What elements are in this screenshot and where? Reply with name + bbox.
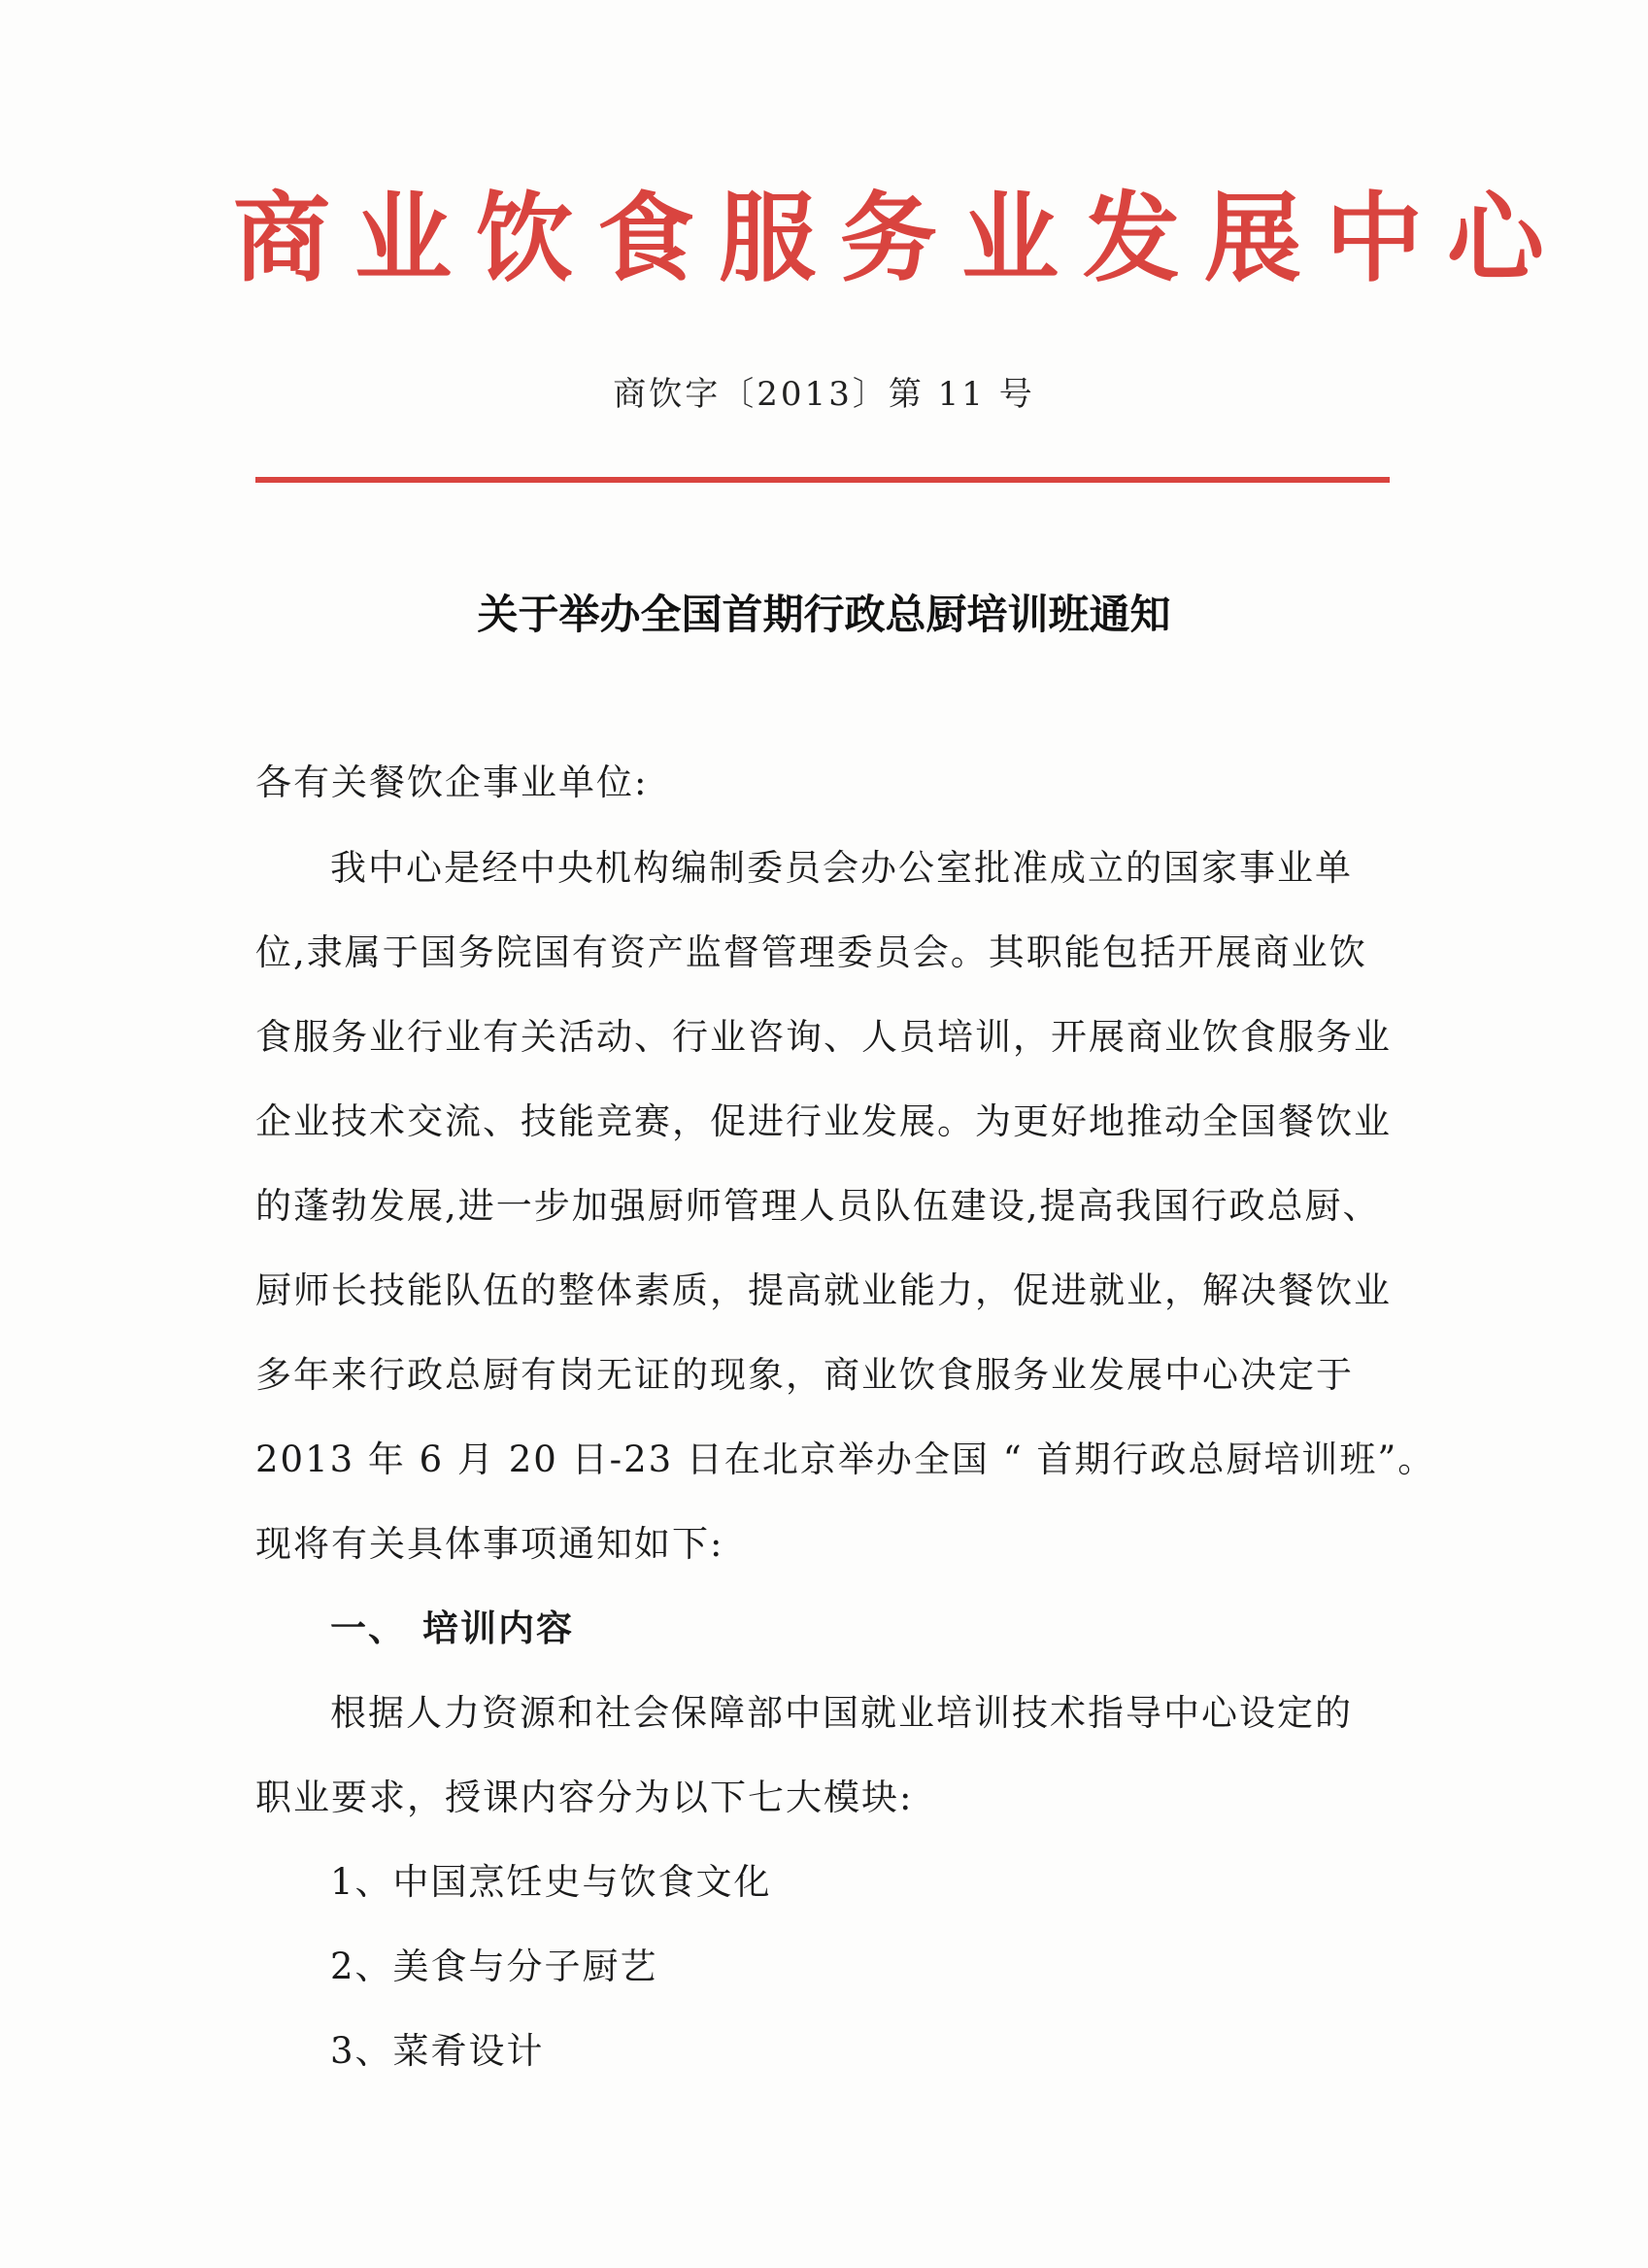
- paragraph-line: 食服务业行业有关活动、行业咨询、人员培训，开展商业饮食服务业: [255, 1016, 1392, 1058]
- letterhead-divider: [255, 477, 1390, 483]
- letterhead-organization: 商业饮食服务业发展中心: [233, 181, 1568, 295]
- notice-title: 关于举办全国首期行政总厨培训班通知: [477, 591, 1171, 638]
- module-item: 3、菜肴设计: [330, 2030, 545, 2072]
- module-item: 1、中国烹饪史与饮食文化: [330, 1861, 772, 1903]
- document-number: 商饮字〔2013〕第 11 号: [613, 375, 1035, 414]
- section-heading: [330, 1607, 574, 1649]
- paragraph-line: 职业要求，授课内容分为以下七大模块:: [255, 1777, 914, 1818]
- paragraph-line: 厨师长技能队伍的整体素质，提高就业能力，促进就业，解决餐饮业: [255, 1269, 1392, 1311]
- paragraph-line: 根据人力资源和社会保障部中国就业培训技术指导中心设定的: [330, 1692, 1353, 1734]
- paragraph-line: 多年来行政总厨有岗无证的现象，商业饮食服务业发展中心决定于: [255, 1354, 1354, 1396]
- paragraph-line: 企业技术交流、技能竞赛，促进行业发展。为更好地推动全国餐饮业: [255, 1100, 1392, 1142]
- paragraph-line: 位,隶属于国务院国有资产监督管理委员会。其职能包括开展商业饮: [255, 931, 1367, 973]
- section-number: 一、: [330, 1607, 406, 1649]
- salutation: 各有关餐饮企事业单位:: [255, 762, 649, 803]
- module-item: 2、美食与分子厨艺: [330, 1946, 658, 1987]
- paragraph-line: 我中心是经中央机构编制委员会办公室批准成立的国家事业单: [330, 847, 1353, 889]
- paragraph-line: 2013 年 6 月 20 日-23 日在北京举办全国 “ 首期行政总厨培训班”。: [255, 1439, 1436, 1480]
- paragraph-line: 的蓬勃发展,进一步加强厨师管理人员队伍建设,提高我国行政总厨、: [255, 1185, 1381, 1227]
- section-title: 培训内容: [422, 1607, 574, 1649]
- paragraph-line: 现将有关具体事项通知如下:: [255, 1523, 724, 1565]
